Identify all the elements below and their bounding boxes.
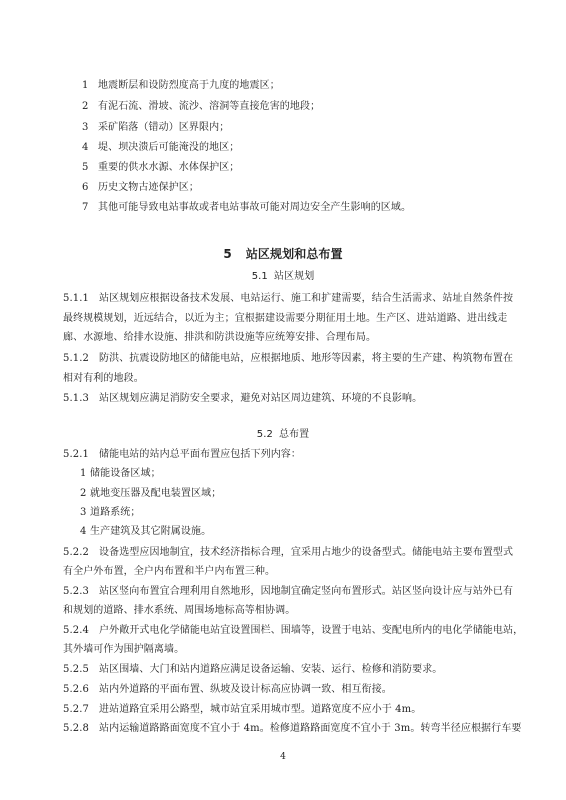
page-number: 4	[280, 752, 286, 762]
clause-5-1-2	[63, 352, 514, 366]
clause-5-2-6	[63, 683, 508, 697]
clause-number: 5.1.2	[63, 353, 89, 364]
list-item-text: 其他可能导致电站事故或者电站事故可能对周边安全产生影响的区域。	[98, 202, 412, 213]
list-item-text: 有泥石流、滑坡、流沙、溶洞等直接危害的地段；	[98, 101, 321, 112]
clause-text-continued: 有全户外布置，全户内布置和半户内布置三种。	[63, 566, 276, 577]
list-item	[82, 100, 320, 114]
list-item-number: 1	[82, 80, 89, 91]
clause-number: 5.2.8	[63, 723, 89, 734]
clause-number: 5.1.1	[63, 293, 89, 304]
clause-text-continued: 廊、水源地、给排水设施、排洪和防洪设施等应统筹安排、合理布局。	[63, 332, 377, 343]
clause-text-continued: 和规划的道路、排水系统、周围场地标高等相协调。	[63, 605, 296, 616]
chapter-number: 5	[223, 247, 232, 261]
clause-5-2-7	[63, 703, 508, 717]
chapter-title: 站区规划和总布置	[245, 247, 343, 261]
section-number: 5.1	[251, 271, 268, 282]
list-item	[80, 467, 161, 481]
list-item-number: 6	[82, 182, 89, 193]
list-item-text: 地震断层和设防烈度高于九度的地震区；	[98, 80, 280, 91]
section-number: 5.2	[256, 429, 273, 440]
clause-text: 站区竖向布置宜合理利用自然地形，因地制宜确定竖向布置形式。站区竖向设计应与站外已有	[99, 586, 514, 597]
list-item-number: 2	[82, 101, 89, 112]
list-item	[82, 161, 239, 175]
list-item	[80, 487, 221, 501]
clause-text-continued: 相对有利的地段。	[63, 373, 144, 384]
list-item-number: 4	[82, 142, 89, 153]
clause-5-1-3	[63, 392, 508, 406]
list-item	[80, 525, 211, 539]
list-item-number: 2	[80, 488, 87, 499]
list-item-text: 采矿陷落（错动）区界限内；	[98, 122, 230, 133]
clause-text: 站内运输道路路面宽度不宜小于 4m。检修道路路面宽度不宜小于 3m。转弯半径应根据行车要	[99, 723, 522, 734]
clause-text: 设备选型应因地制宜，技术经济指标合理，宜采用占地少的设备型式。储能电站主要布置型式	[99, 547, 514, 558]
clause-number: 5.2.2	[63, 547, 89, 558]
clause-number: 5.2.4	[63, 625, 89, 636]
clause-text: 户外敞开式电化学储能电站宜设置围栏、围墙等，设置于电站、变配电所内的电化学储能电站，	[99, 625, 524, 636]
chapter-heading	[0, 247, 566, 261]
clause-number: 5.2.7	[63, 704, 89, 715]
clause-text-continued: 最终规模规划，近远结合，以近为主；宜根据建设需要分期征用土地。生产区、进站道路、进出线走	[63, 313, 508, 324]
clause-text: 防洪、抗震设防地区的储能电站，应根据地质、地形等因素，将主要的生产建、构筑物布置在	[99, 353, 514, 364]
section-title: 站区规划	[273, 271, 315, 282]
list-item-number: 1	[80, 468, 87, 479]
clause-5-2-2	[63, 546, 514, 560]
list-item-text: 储能设备区域；	[90, 468, 161, 479]
list-item-number: 7	[82, 202, 89, 213]
clause-text: 储能电站的站内总平面布置应包括下列内容：	[99, 449, 301, 460]
clause-5-2-4	[63, 624, 524, 638]
clause-number: 5.2.3	[63, 586, 89, 597]
clause-text: 站区规划应根据设备技术发展、电站运行、施工和扩建需要，结合生活需求、站址自然条件按	[99, 293, 514, 304]
clause-number: 5.1.3	[63, 393, 89, 404]
list-item	[82, 121, 229, 135]
section-heading	[0, 428, 566, 442]
clause-number: 5.2.6	[63, 684, 89, 695]
clause-text-continued: 其外墙可作为围护隔离墙。	[63, 644, 185, 655]
clause-text: 站内外道路的平面布置、纵坡及设计标高应协调一致、相互衔接。	[99, 684, 392, 695]
list-item-text: 重要的供水水源、水体保护区；	[98, 162, 240, 173]
clause-text: 站区规划应满足消防安全要求，避免对站区周边建筑、环境的不良影响。	[99, 393, 423, 404]
clause-5-2-1	[63, 448, 508, 462]
clause-number: 5.2.1	[63, 449, 89, 460]
list-item	[80, 506, 141, 520]
clause-5-2-3	[63, 585, 514, 599]
list-item-text: 道路系统；	[90, 507, 141, 518]
clause-number: 5.2.5	[63, 664, 89, 675]
list-item-number: 3	[80, 507, 87, 518]
list-item-text: 历史文物古迹保护区；	[98, 182, 199, 193]
list-item-number: 4	[80, 526, 87, 537]
list-item-text: 堤、坝决溃后可能淹没的地区；	[98, 142, 240, 153]
clause-5-2-5	[63, 663, 508, 677]
clause-text: 站区围墙、大门和站内道路应满足设备运输、安装、运行、检修和消防要求。	[99, 664, 443, 675]
clause-text: 进站道路宜采用公路型，城市站宜采用城市型。道路宽度不应小于 4m。	[99, 704, 422, 715]
list-item	[82, 201, 411, 215]
list-item-number: 5	[82, 162, 89, 173]
list-item	[82, 79, 280, 93]
section-heading	[0, 270, 566, 284]
list-item-number: 3	[82, 122, 89, 133]
section-title: 总布置	[278, 429, 310, 440]
list-item	[82, 181, 199, 195]
list-item	[82, 141, 239, 155]
clause-5-1-1	[63, 292, 514, 306]
list-item-text: 生产建筑及其它附属设施。	[90, 526, 212, 537]
clause-5-2-8	[63, 722, 522, 736]
list-item-text: 就地变压器及配电装置区域；	[90, 488, 222, 499]
